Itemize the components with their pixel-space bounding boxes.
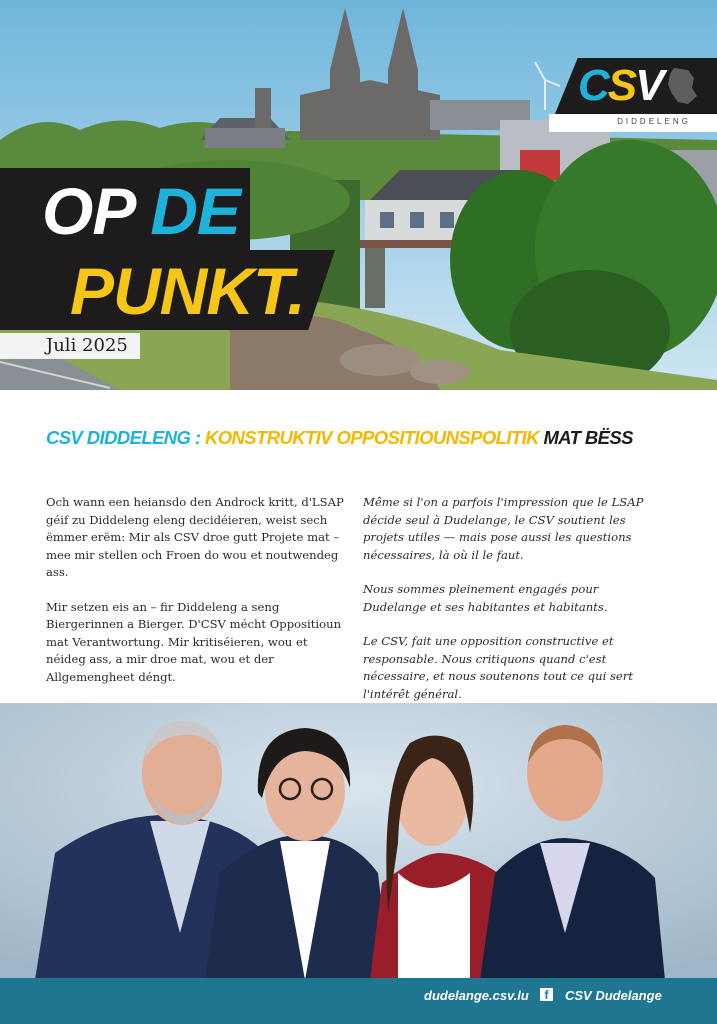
article-column-luxembourgish: [46, 494, 346, 703]
logo-letter-v: V: [635, 61, 663, 110]
luxembourg-map-icon: [664, 66, 700, 106]
logo-letter-c: C: [578, 61, 608, 110]
paragraph: Och wann een heiansdo den Androck kritt, d'LSAP géif zu Diddeleng eleng decidéieren, weist sech ëmmer erëm: Mir als CSV droe gutt Projete mat – mee mir stellen och Froen do wou et noutwendeg ass.: [46, 495, 344, 579]
website-link[interactable]: dudelange.csv.lu: [424, 988, 529, 1003]
team-portrait-image: [0, 703, 717, 980]
facebook-icon: [540, 988, 553, 1001]
issue-date: Juli 2025: [46, 335, 128, 356]
paragraph: Même si l'on a parfois l'impression que le LSAP décide seul à Dudelange, le CSV soutient les projets utiles — mais pose aussi les questions nécessaires, là où il le faut.: [363, 495, 644, 562]
paragraph: Nous sommes pleinement engagés pour Dudelange et ses habitantes et habitants.: [363, 582, 608, 614]
title-word-de: DE: [150, 174, 240, 248]
csv-logo: [578, 58, 663, 114]
paragraph: Mir setzen eis an – fir Diddeleng a seng Biergerinnen a Bierger. D'CSV mécht Oppositioun mat Verantwortung. Mir kritiséieren, wou et néideg ass, a mir droe mat, wou et der Allgemengheet déngt.: [46, 599, 342, 684]
facebook-glyph: f: [544, 988, 549, 1002]
title-line-2: PUNKT.: [70, 254, 305, 328]
paragraph: Le CSV, fait une opposition constructive et responsable. Nous critiquons quand c'est nécessaire, et nous soutenons tout ce qui sert l'intérêt général.: [363, 634, 633, 701]
title-line-1: [42, 174, 240, 248]
headline-part-2: KONSTRUKTIV OPPOSITIOUNSPOLITIK: [204, 427, 544, 448]
article-headline: [46, 427, 676, 449]
team-photo: [0, 703, 717, 980]
logo-letter-s: S: [607, 61, 636, 110]
headline-part-3: MAT BËSS: [543, 427, 633, 448]
headline-part-1: CSV DIDDELENG :: [46, 427, 205, 448]
title-word-op: OP: [42, 174, 151, 248]
facebook-link[interactable]: CSV Dudelange: [565, 988, 662, 1003]
article-column-french: [363, 494, 663, 720]
logo-subtitle: DIDDELENG: [617, 117, 691, 126]
